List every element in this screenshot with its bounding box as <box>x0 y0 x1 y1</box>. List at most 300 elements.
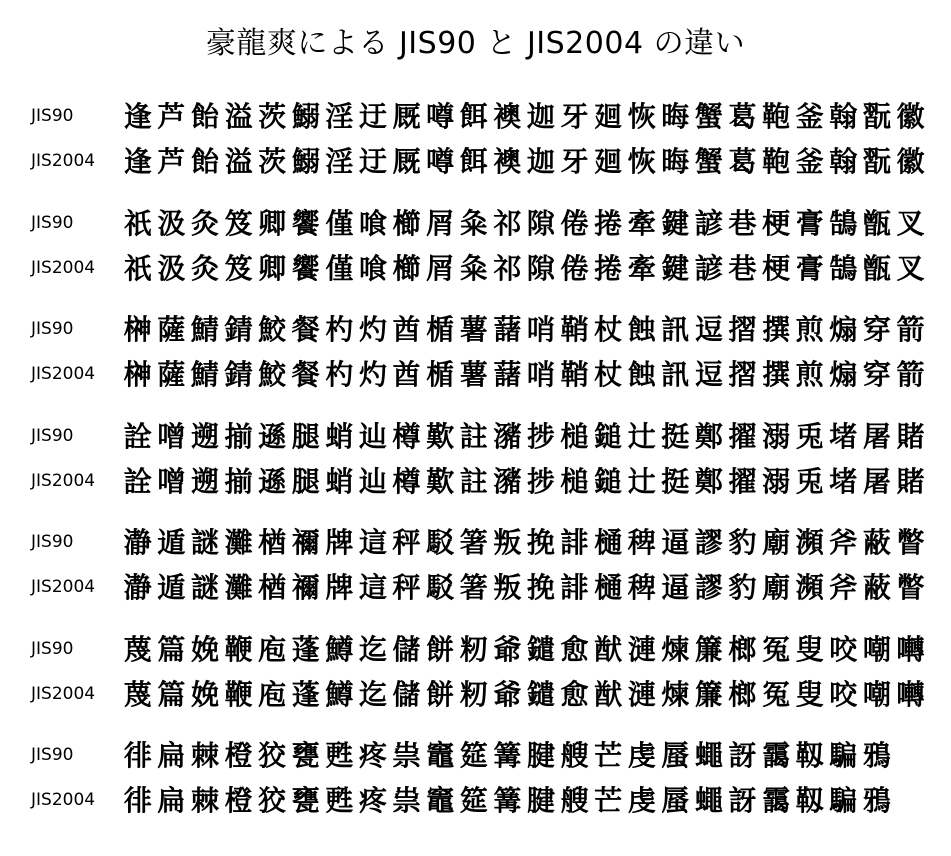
glyph: 辻 <box>627 464 656 498</box>
glyph: 煉 <box>661 632 690 666</box>
glyph: 甑 <box>862 251 891 285</box>
glyph-row <box>0 414 951 459</box>
glyph-comparison-table <box>0 94 951 840</box>
glyph: 隙 <box>526 251 555 285</box>
glyph: 芒 <box>594 739 623 772</box>
glyph: 鍵 <box>661 206 690 240</box>
glyph: 巷 <box>728 206 757 240</box>
glyph: 噂 <box>426 100 455 133</box>
glyph: 徽 <box>896 100 925 133</box>
glyph: 挺 <box>661 419 690 453</box>
glyph: 逼 <box>661 526 690 559</box>
glyph: 灸 <box>190 206 219 240</box>
glyph: 穿 <box>862 313 891 346</box>
glyph: 堵 <box>829 464 858 498</box>
glyph: 淫 <box>325 100 354 133</box>
glyph: 屑 <box>426 251 455 285</box>
glyph: 誹 <box>560 526 589 559</box>
glyph: 杓 <box>325 313 354 346</box>
glyph: 嘲 <box>862 677 891 711</box>
glyph: 摺 <box>728 358 757 391</box>
glyph: 叟 <box>795 632 824 666</box>
glyph: 廻 <box>594 145 623 178</box>
glyph: 厩 <box>392 145 421 178</box>
glyph: 榔 <box>728 632 757 666</box>
row-label: JIS2004 <box>31 364 96 384</box>
glyph: 僅 <box>325 251 354 285</box>
glyph: 疼 <box>358 739 387 772</box>
glyph: 廟 <box>762 526 791 559</box>
glyph: 蟹 <box>694 100 723 133</box>
glyph: 摺 <box>728 313 757 346</box>
glyph: 捗 <box>526 419 555 453</box>
glyph: 斧 <box>829 571 858 604</box>
row-label: JIS2004 <box>31 683 96 704</box>
glyph: 箸 <box>459 571 488 604</box>
glyph-list <box>121 565 927 610</box>
glyph: 註 <box>459 419 488 453</box>
row-label: JIS2004 <box>31 257 96 278</box>
glyph: 駁 <box>426 571 455 604</box>
glyph: 樽 <box>392 464 421 498</box>
glyph: 餌 <box>459 145 488 178</box>
glyph: 牌 <box>325 526 354 559</box>
glyph: 芦 <box>157 100 186 133</box>
glyph: 蛸 <box>325 419 354 453</box>
glyph: 擢 <box>728 464 757 498</box>
glyph: 簾 <box>694 632 723 666</box>
glyph-list <box>121 139 927 184</box>
glyph: 叉 <box>896 251 925 285</box>
glyph-list <box>121 778 894 823</box>
glyph: 瀦 <box>493 419 522 453</box>
glyph: 杖 <box>594 313 623 346</box>
glyph: 灘 <box>224 526 253 559</box>
glyph: 鍵 <box>661 251 690 285</box>
glyph: 蔽 <box>862 526 891 559</box>
glyph: 擢 <box>728 419 757 453</box>
glyph: 鱒 <box>325 677 354 711</box>
glyph-group <box>0 627 951 734</box>
glyph: 楯 <box>426 313 455 346</box>
glyph: 迦 <box>526 100 555 133</box>
glyph: 瀞 <box>123 571 152 604</box>
glyph: 甑 <box>862 206 891 240</box>
glyph: 杓 <box>325 358 354 391</box>
glyph-row <box>0 520 951 565</box>
glyph: 哨 <box>526 313 555 346</box>
glyph: 蜃 <box>661 784 690 817</box>
glyph-row <box>0 672 951 717</box>
glyph: 晦 <box>661 100 690 133</box>
glyph: 謬 <box>694 526 723 559</box>
glyph: 逼 <box>661 571 690 604</box>
glyph: 牽 <box>627 251 656 285</box>
glyph: 蓬 <box>291 632 320 666</box>
glyph: 叉 <box>896 206 925 240</box>
glyph: 逗 <box>694 358 723 391</box>
glyph: 甦 <box>325 739 354 772</box>
glyph: 淫 <box>325 145 354 178</box>
glyph: 囀 <box>896 632 925 666</box>
glyph: 鞭 <box>224 632 253 666</box>
glyph: 這 <box>358 571 387 604</box>
glyph: 鮫 <box>258 358 287 391</box>
glyph: 棘 <box>190 784 219 817</box>
glyph: 逗 <box>694 313 723 346</box>
glyph: 遡 <box>190 419 219 453</box>
glyph: 堵 <box>829 419 858 453</box>
glyph: 錆 <box>224 358 253 391</box>
page-title: 豪龍爽による JIS90 と JIS2004 の違い <box>205 26 746 61</box>
glyph: 諺 <box>694 251 723 285</box>
glyph: 駁 <box>426 526 455 559</box>
glyph: 喰 <box>358 251 387 285</box>
glyph: 歎 <box>426 419 455 453</box>
glyph: 腱 <box>526 739 555 772</box>
row-label: JIS90 <box>31 106 74 126</box>
glyph: 籾 <box>459 677 488 711</box>
glyph-list <box>121 520 927 565</box>
glyph: 筵 <box>459 739 488 772</box>
glyph: 酋 <box>392 313 421 346</box>
glyph: 祟 <box>392 739 421 772</box>
glyph: 廻 <box>594 100 623 133</box>
glyph-row <box>0 733 951 778</box>
glyph: 咬 <box>829 632 858 666</box>
glyph: 撰 <box>762 313 791 346</box>
glyph: 儲 <box>392 677 421 711</box>
glyph: 喰 <box>358 206 387 240</box>
glyph: 疼 <box>358 784 387 817</box>
glyph: 薯 <box>459 358 488 391</box>
glyph: 鮫 <box>258 313 287 346</box>
glyph: 瀕 <box>795 571 824 604</box>
glyph-list <box>121 672 927 717</box>
glyph: 溢 <box>224 100 253 133</box>
glyph: 徽 <box>896 145 925 178</box>
glyph: 翰 <box>829 145 858 178</box>
glyph: 楢 <box>258 571 287 604</box>
glyph: 捗 <box>526 464 555 498</box>
glyph: 茨 <box>258 100 287 133</box>
glyph: 蔑 <box>123 677 152 711</box>
glyph-list <box>121 733 894 778</box>
glyph: 禰 <box>291 526 320 559</box>
glyph: 籾 <box>459 632 488 666</box>
glyph: 巷 <box>728 251 757 285</box>
glyph: 篝 <box>493 739 522 772</box>
glyph: 薯 <box>459 313 488 346</box>
glyph: 饗 <box>291 251 320 285</box>
glyph: 牌 <box>325 571 354 604</box>
glyph: 箭 <box>896 358 925 391</box>
glyph-list <box>121 459 927 504</box>
glyph: 粂 <box>459 206 488 240</box>
glyph: 梗 <box>762 251 791 285</box>
glyph: 箭 <box>896 313 925 346</box>
glyph: 厩 <box>392 100 421 133</box>
glyph: 甦 <box>325 784 354 817</box>
glyph: 釜 <box>795 145 824 178</box>
glyph-list <box>121 201 927 246</box>
glyph: 虔 <box>627 784 656 817</box>
glyph: 爺 <box>493 677 522 711</box>
glyph: 歎 <box>426 464 455 498</box>
glyph: 謎 <box>190 571 219 604</box>
glyph: 櫛 <box>392 251 421 285</box>
glyph: 葛 <box>728 100 757 133</box>
glyph: 蔽 <box>862 571 891 604</box>
glyph: 辿 <box>358 419 387 453</box>
glyph: 逢 <box>123 145 152 178</box>
glyph: 鞄 <box>762 145 791 178</box>
glyph-row <box>0 139 951 184</box>
glyph: 酋 <box>392 358 421 391</box>
glyph: 徘 <box>123 784 152 817</box>
glyph: 櫛 <box>392 206 421 240</box>
glyph: 逢 <box>123 100 152 133</box>
glyph: 咬 <box>829 677 858 711</box>
glyph: 遜 <box>258 419 287 453</box>
glyph: 蝕 <box>627 313 656 346</box>
glyph: 艘 <box>560 739 589 772</box>
glyph: 餅 <box>426 632 455 666</box>
glyph: 諺 <box>694 206 723 240</box>
glyph: 虔 <box>627 739 656 772</box>
row-label: JIS2004 <box>31 577 96 597</box>
glyph-row <box>0 201 951 246</box>
glyph: 芒 <box>594 784 623 817</box>
glyph: 膏 <box>795 206 824 240</box>
glyph: 遁 <box>157 526 186 559</box>
glyph: 叛 <box>493 571 522 604</box>
glyph: 餅 <box>426 677 455 711</box>
glyph: 屑 <box>426 206 455 240</box>
glyph: 葛 <box>728 145 757 178</box>
glyph-row <box>0 778 951 823</box>
glyph: 詮 <box>123 419 152 453</box>
glyph-row <box>0 307 951 352</box>
glyph-list <box>121 627 927 672</box>
glyph: 楢 <box>258 526 287 559</box>
glyph: 鞘 <box>560 313 589 346</box>
glyph: 屠 <box>862 419 891 453</box>
glyph: 靄 <box>762 739 791 772</box>
glyph: 祁 <box>493 206 522 240</box>
glyph: 辻 <box>627 419 656 453</box>
glyph: 儲 <box>392 632 421 666</box>
glyph: 饗 <box>291 206 320 240</box>
glyph: 屠 <box>862 464 891 498</box>
glyph: 囀 <box>896 677 925 711</box>
row-label: JIS90 <box>31 532 74 552</box>
glyph: 豹 <box>728 571 757 604</box>
glyph: 翫 <box>862 100 891 133</box>
glyph: 僅 <box>325 206 354 240</box>
glyph: 叛 <box>493 526 522 559</box>
glyph: 娩 <box>190 632 219 666</box>
glyph: 翫 <box>862 145 891 178</box>
glyph: 愈 <box>560 632 589 666</box>
glyph: 竈 <box>426 739 455 772</box>
glyph: 鰯 <box>291 100 320 133</box>
glyph: 瀦 <box>493 464 522 498</box>
glyph: 鴉 <box>862 784 891 817</box>
glyph: 冤 <box>762 632 791 666</box>
glyph: 釜 <box>795 100 824 133</box>
glyph: 猷 <box>594 677 623 711</box>
glyph: 賭 <box>896 464 925 498</box>
glyph: 兎 <box>795 419 824 453</box>
glyph: 挽 <box>526 526 555 559</box>
glyph: 鵠 <box>829 206 858 240</box>
glyph: 煽 <box>829 358 858 391</box>
glyph: 狡 <box>258 784 287 817</box>
glyph: 槌 <box>560 464 589 498</box>
glyph: 篝 <box>493 784 522 817</box>
glyph: 捲 <box>594 251 623 285</box>
glyph: 稗 <box>627 571 656 604</box>
glyph: 煉 <box>661 677 690 711</box>
glyph: 槌 <box>560 419 589 453</box>
glyph: 汲 <box>157 251 186 285</box>
glyph-row <box>0 94 951 139</box>
glyph: 漣 <box>627 632 656 666</box>
row-label: JIS90 <box>31 425 74 446</box>
glyph: 榊 <box>123 313 152 346</box>
glyph-list <box>121 414 927 459</box>
glyph: 鯖 <box>190 313 219 346</box>
glyph: 灼 <box>358 358 387 391</box>
glyph: 餌 <box>459 100 488 133</box>
glyph: 捲 <box>594 206 623 240</box>
glyph: 灘 <box>224 571 253 604</box>
glyph: 翰 <box>829 100 858 133</box>
glyph: 豹 <box>728 526 757 559</box>
glyph: 煽 <box>829 313 858 346</box>
glyph: 煎 <box>795 313 824 346</box>
glyph: 庖 <box>258 677 287 711</box>
glyph: 這 <box>358 526 387 559</box>
glyph: 茨 <box>258 145 287 178</box>
glyph: 樋 <box>594 571 623 604</box>
glyph: 娩 <box>190 677 219 711</box>
glyph: 卿 <box>258 206 287 240</box>
glyph: 橙 <box>224 739 253 772</box>
glyph: 鑓 <box>526 632 555 666</box>
glyph-group <box>0 733 951 840</box>
glyph: 梗 <box>762 206 791 240</box>
glyph-group <box>0 201 951 308</box>
glyph-list <box>121 352 927 397</box>
glyph: 迄 <box>358 632 387 666</box>
glyph: 鯖 <box>190 358 219 391</box>
glyph: 鱒 <box>325 632 354 666</box>
glyph: 甕 <box>291 784 320 817</box>
glyph: 鵠 <box>829 251 858 285</box>
glyph: 甕 <box>291 739 320 772</box>
glyph-list <box>121 94 927 139</box>
glyph: 餐 <box>291 358 320 391</box>
glyph: 猷 <box>594 632 623 666</box>
glyph: 迂 <box>358 145 387 178</box>
glyph: 哨 <box>526 358 555 391</box>
glyph: 鎚 <box>594 419 623 453</box>
glyph: 蜃 <box>661 739 690 772</box>
glyph-row <box>0 352 951 397</box>
glyph: 鄭 <box>694 419 723 453</box>
glyph: 榔 <box>728 677 757 711</box>
glyph: 迄 <box>358 677 387 711</box>
glyph: 訊 <box>661 358 690 391</box>
glyph: 靄 <box>762 784 791 817</box>
glyph: 瞥 <box>896 526 925 559</box>
glyph: 誹 <box>560 571 589 604</box>
glyph: 牽 <box>627 206 656 240</box>
glyph: 薩 <box>157 358 186 391</box>
glyph-group <box>0 520 951 627</box>
row-label: JIS2004 <box>31 470 96 491</box>
row-label: JIS2004 <box>31 151 96 171</box>
glyph: 倦 <box>560 251 589 285</box>
glyph: 鞄 <box>762 100 791 133</box>
glyph: 狡 <box>258 739 287 772</box>
glyph: 噌 <box>157 419 186 453</box>
glyph: 兎 <box>795 464 824 498</box>
glyph-row <box>0 459 951 504</box>
glyph: 蠅 <box>694 739 723 772</box>
glyph: 飴 <box>190 100 219 133</box>
glyph: 謎 <box>190 526 219 559</box>
glyph: 腿 <box>291 464 320 498</box>
glyph: 扁 <box>157 784 186 817</box>
glyph: 徘 <box>123 739 152 772</box>
glyph: 庖 <box>258 632 287 666</box>
glyph: 揃 <box>224 464 253 498</box>
glyph-group <box>0 94 951 201</box>
glyph: 恢 <box>627 100 656 133</box>
glyph: 腱 <box>526 784 555 817</box>
glyph: 晦 <box>661 145 690 178</box>
glyph: 謬 <box>694 571 723 604</box>
glyph: 祟 <box>392 784 421 817</box>
glyph: 笈 <box>224 206 253 240</box>
glyph: 噌 <box>157 464 186 498</box>
glyph: 瞥 <box>896 571 925 604</box>
glyph: 篇 <box>157 677 186 711</box>
row-label: JIS90 <box>31 319 74 339</box>
glyph: 冤 <box>762 677 791 711</box>
glyph-list <box>121 307 927 352</box>
glyph: 迦 <box>526 145 555 178</box>
glyph: 粂 <box>459 251 488 285</box>
glyph: 隙 <box>526 206 555 240</box>
glyph: 遜 <box>258 464 287 498</box>
glyph: 靱 <box>795 739 824 772</box>
glyph: 蓬 <box>291 677 320 711</box>
glyph: 嘲 <box>862 632 891 666</box>
glyph: 溺 <box>762 464 791 498</box>
row-label: JIS90 <box>31 212 74 233</box>
glyph: 倦 <box>560 206 589 240</box>
glyph: 溢 <box>224 145 253 178</box>
glyph-row <box>0 627 951 672</box>
glyph: 楯 <box>426 358 455 391</box>
glyph: 箸 <box>459 526 488 559</box>
glyph: 牙 <box>560 100 589 133</box>
glyph: 揃 <box>224 419 253 453</box>
